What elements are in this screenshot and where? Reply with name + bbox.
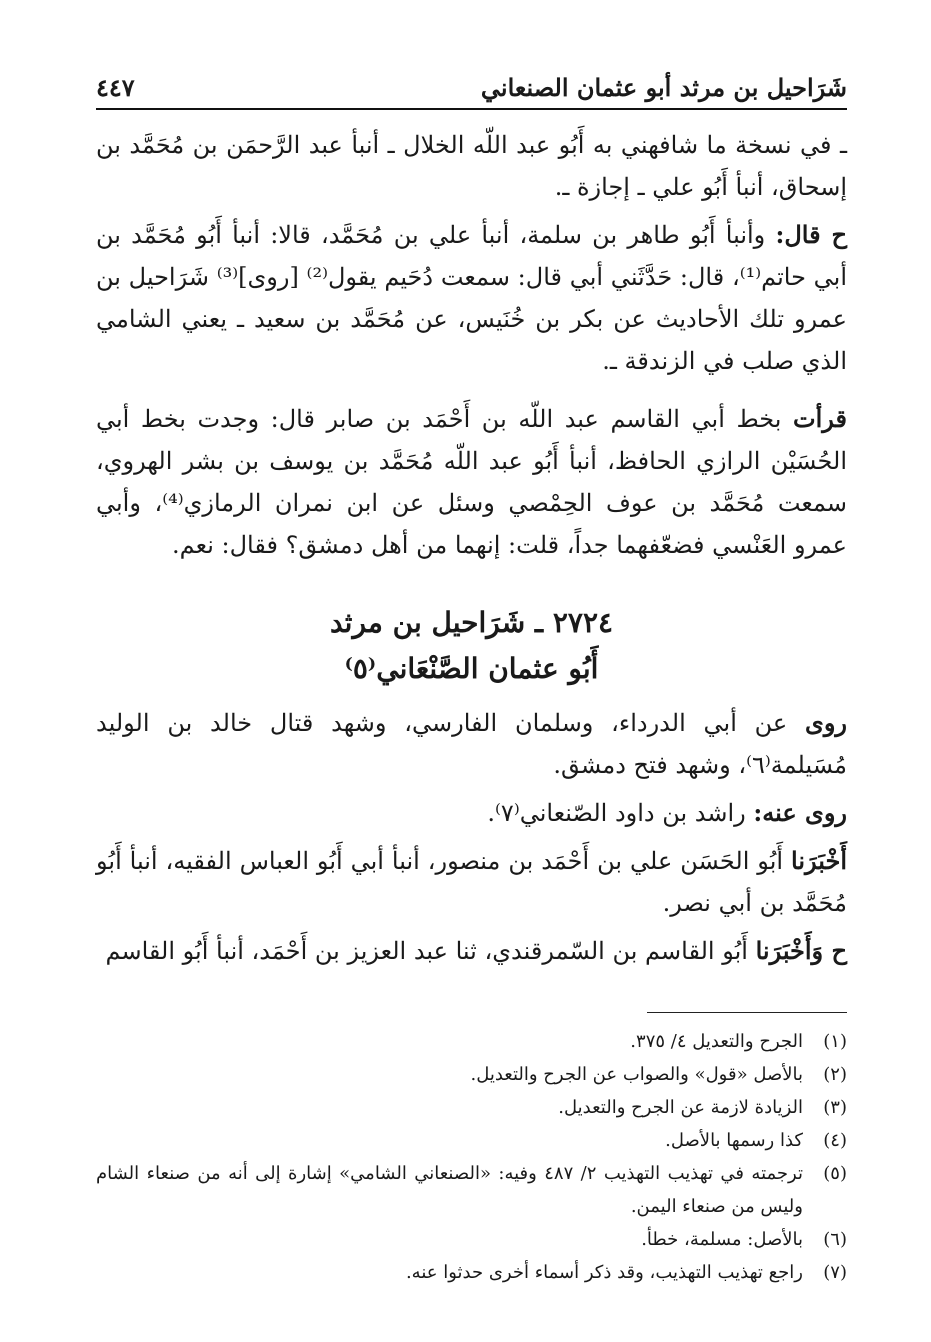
paragraph xyxy=(96,792,847,834)
paragraph-text: ـ في نسخة ما شافهني به أَبُو عبد اللّه الخلال ـ أنبأ عبد الرَّحمَن بن مُحَمَّد بن إسحاق، أنبأ أَبُو علي ـ إجازة ـ. xyxy=(96,131,847,201)
footnote-number: (١) xyxy=(823,1031,847,1052)
paragraph-lead: روى عنه: xyxy=(753,798,847,827)
paragraph-lead: ح قال: xyxy=(775,220,847,249)
footnote-number: (٧) xyxy=(823,1262,847,1283)
footnote xyxy=(96,1124,847,1157)
footnote-divider xyxy=(647,1012,847,1013)
entry-title-line-1: ٢٧٢٤ ـ شَرَاحيل بن مرثد xyxy=(329,606,614,639)
footnote-text: بالأصل: مسلمة، خطأ. xyxy=(641,1229,803,1250)
paragraph xyxy=(96,124,847,208)
entry-heading xyxy=(96,600,847,692)
footnote-text: كذا رسمها بالأصل. xyxy=(665,1130,803,1151)
footnote-number: (٥) xyxy=(823,1163,847,1184)
footnote xyxy=(96,1025,847,1058)
footnote-number: (٢) xyxy=(823,1064,847,1085)
paragraph-text: عن أبي الدرداء، وسلمان الفارسي، وشهد قتال خالد بن الوليد مُسَيلمة⁽٦⁾، وشهد فتح دمشق. xyxy=(96,709,847,779)
paragraph-lead: ح وَأَخْبَرَنا xyxy=(755,936,847,965)
paragraph-text: راشد بن داود الصّنعاني⁽٧⁾. xyxy=(487,799,746,827)
footnote xyxy=(96,1091,847,1124)
paragraph xyxy=(96,840,847,924)
footnote xyxy=(96,1058,847,1091)
footnotes xyxy=(96,1012,847,1289)
paragraph-text: وأنبأ أَبُو طاهر بن سلمة، أنبأ علي بن مُحَمَّد، قالا: أنبأ أَبُو مُحَمَّد بن أبي حاتم⁽¹⁾، قال: حَدَّثَني أبي قال: سمعت دُحَيم يقول⁽²⁾ [روى]⁽³⁾ شَرَاحيل بن عمرو تلك الأحاديث عن بكر بن خُنَيس، عن مُحَمَّد بن سعيد ـ يعني الشامي الذي صلب في الزندقة ـ. xyxy=(96,221,847,375)
footnote xyxy=(96,1157,847,1223)
paragraph xyxy=(96,398,847,566)
footnote-text: راجع تهذيب التهذيب، وقد ذكر أسماء أخرى حدثوا عنه. xyxy=(405,1262,803,1283)
running-title: شَرَاحيل بن مرثد أبو عثمان الصنعاني xyxy=(480,73,847,102)
footnote-text: ترجمته في تهذيب التهذيب ٢/ ٤٨٧ وفيه: «الصنعاني الشامي» إشارة إلى أنه من صنعاء الشام وليس من صنعاء اليمن. xyxy=(96,1163,803,1217)
paragraph-lead: قرأت xyxy=(793,404,847,433)
main-text xyxy=(96,124,847,978)
entry-title-line-2: أَبُو عثمان الصَّنْعَاني⁽٥⁾ xyxy=(344,652,599,685)
paragraph-text: بخط أبي القاسم عبد اللّه بن أَحْمَد بن صابر قال: وجدت بخط أبي الحُسَيْن الرازي الحافظ، أنبأ أَبُو عبد اللّه مُحَمَّد بن يوسف بن بشر الهروي، سمعت مُحَمَّد بن عوف الحِمْصي وسئل عن ابن نمران الرمازي⁽⁴⁾، وأبي عمرو العَنْسي فضعّفهما جداً، قلت: إنهما من أهل دمشق؟ فقال: نعم. xyxy=(96,405,847,559)
footnote-text: الجرح والتعديل ٤/ ٣٧٥. xyxy=(630,1031,803,1052)
footnote-number: (٣) xyxy=(823,1097,847,1118)
page-header xyxy=(96,62,847,110)
paragraph xyxy=(96,214,847,382)
footnote-number: (٦) xyxy=(823,1229,847,1250)
paragraph-text: أَبُو الحَسَن علي بن أَحْمَد بن منصور، أنبأ أبي أَبُو العباس الفقيه، أنبأ أَبُو مُحَمَّد بن أبي نصر. xyxy=(96,847,847,917)
footnote xyxy=(96,1256,847,1289)
paragraph-lead: روى xyxy=(805,708,848,737)
paragraph-text: أَبُو القاسم بن السّمرقندي، ثنا عبد العزيز بن أَحْمَد، أنبأ أَبُو القاسم xyxy=(105,937,748,965)
page-number: ٤٤٧ xyxy=(96,73,135,102)
paragraph-lead: أَخْبَرَنا xyxy=(791,846,847,875)
footnote-text: بالأصل «قول» والصواب عن الجرح والتعديل. xyxy=(470,1064,803,1085)
paragraph xyxy=(96,930,847,972)
footnote-number: (٤) xyxy=(823,1130,847,1151)
footnote-text: الزيادة لازمة عن الجرح والتعديل. xyxy=(558,1097,803,1118)
paragraph xyxy=(96,702,847,786)
footnote xyxy=(96,1223,847,1256)
